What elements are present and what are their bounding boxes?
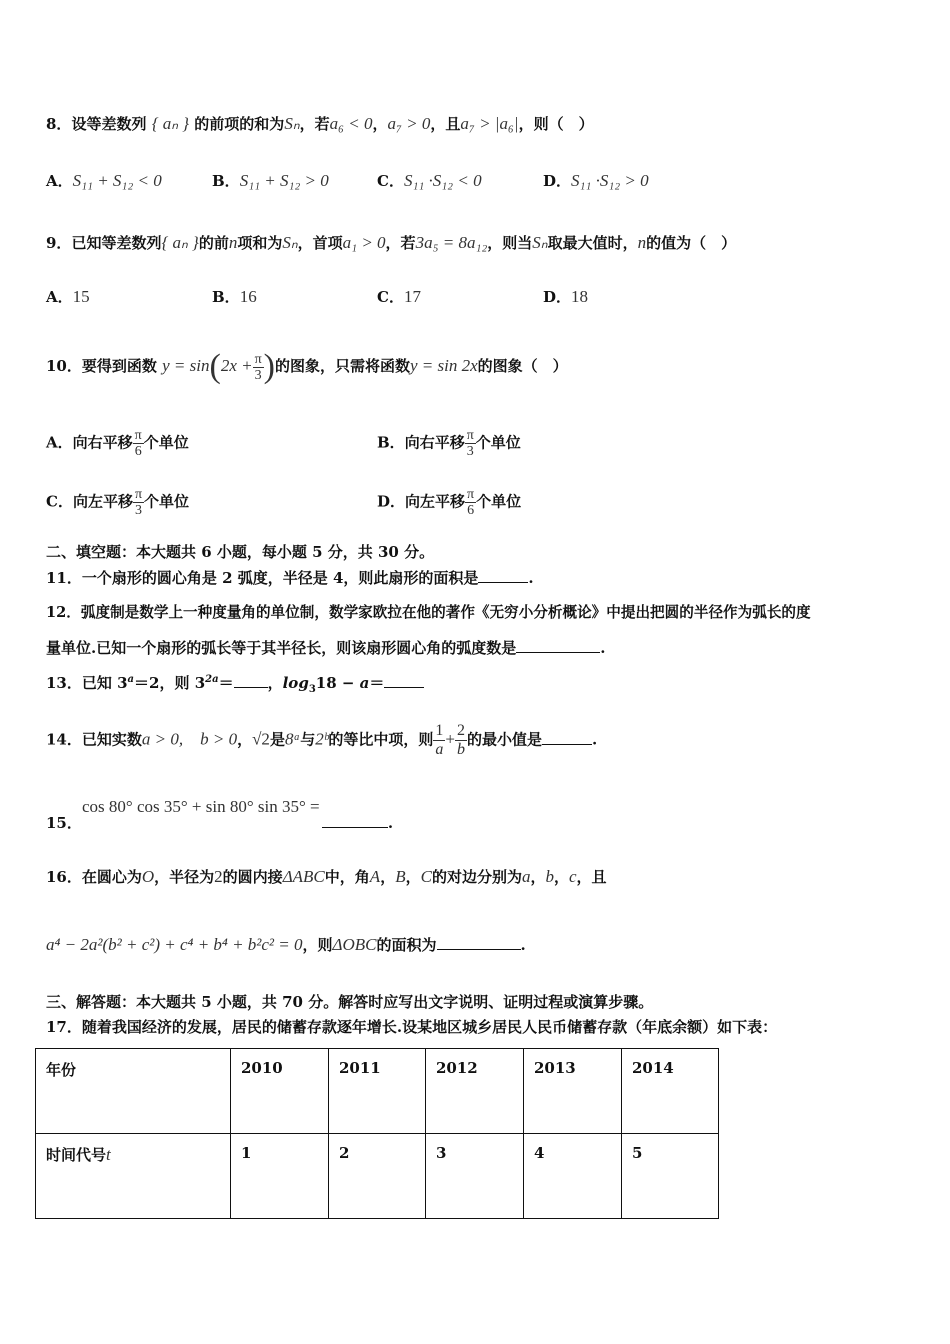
section-2-heading: 二、填空题：本大题共 6 小题，每小题 5 分，共 30 分。 xyxy=(46,543,435,561)
q9-option-d: D．18 xyxy=(543,287,589,306)
question-14: 14．已知实数a > 0, b > 0，√2是8ᵃ与2ᵇ的等比中项，则 $\frac{1}{a}$ + $\frac{2}{b}$ 的最小值是 . xyxy=(46,722,598,758)
question-13: 13．已知 $3^a=2$，则 $3^{2a}=$ ，$\log_318 - a=$ xyxy=(46,672,424,695)
savings-table xyxy=(35,1048,719,1219)
question-12-line2: 量单位.已知一个扇形的弧长等于其半径长，则该扇形圆心角的弧度数是 . xyxy=(46,639,606,657)
sequence-an: { aₙ } xyxy=(151,114,190,133)
table-cell: 2011 xyxy=(329,1049,426,1134)
fraction-pi-3: $\frac{\pi}{3}$ xyxy=(254,351,262,383)
table-cell: 3 xyxy=(426,1134,524,1219)
table-row xyxy=(36,1049,719,1134)
question-16-equation: a⁴ − 2a²(b² + c²) + c⁴ + b⁴ + b²c² = 0，则ΔOBC的面积为 . xyxy=(46,935,526,954)
table-cell: 2012 xyxy=(426,1049,524,1134)
table-cell: 2014 xyxy=(622,1049,719,1134)
table-cell: 2013 xyxy=(524,1049,622,1134)
table-cell: 年份 xyxy=(36,1049,231,1134)
table-cell: 2010 xyxy=(231,1049,329,1134)
table-cell: 4 xyxy=(524,1134,622,1219)
table-cell: 5 xyxy=(622,1134,719,1219)
table-row xyxy=(36,1134,719,1219)
question-15: 15． . xyxy=(46,814,394,832)
q9-option-a: A．15 xyxy=(46,287,90,306)
q10-option-d: D．向左平移 $\frac{\pi}{6}$ 个单位 xyxy=(377,487,522,518)
question-17: 17．随着我国经济的发展，居民的储蓄存款逐年增长.设某地区城乡居民人民币储蓄存款（年底余额）如下表： xyxy=(46,1018,778,1036)
table-cell: 2 xyxy=(329,1134,426,1219)
question-16: 16．在圆心为O，半径为2的圆内接ΔABC中，角A，B，C的对边分别为a，b，c，且 xyxy=(46,867,607,886)
question-11: 11．一个扇形的圆心角是 2 弧度，半径是 4，则此扇形的面积是 . xyxy=(46,569,534,587)
question-15-expr: cos 80° cos 35° + sin 80° sin 35° = xyxy=(82,797,320,816)
q10-option-a: A．向右平移 $\frac{\pi}{6}$ 个单位 xyxy=(46,428,189,459)
q8-option-a: A．S₁₁ + S₁₂ < 0 xyxy=(46,171,162,190)
question-12-line1: 12．弧度制是数学上一种度量角的单位制，数学家欧拉在他的著作《无穷小分析概论》中提出把圆的半径作为弧长的度 xyxy=(46,604,811,621)
q9-option-b: B．16 xyxy=(212,287,257,306)
question-8: 8．设等差数列 { aₙ } 的前项的和为Sₙ，若a₆ < 0，a₇ > 0，且a₇ > |a₆|，则（ ） xyxy=(46,114,594,133)
q10-option-c: C．向左平移 $\frac{\pi}{3}$ 个单位 xyxy=(46,487,190,518)
section-3-heading: 三、解答题：本大题共 5 小题，共 70 分。解答时应写出文字说明、证明过程或演算步骤。 xyxy=(46,993,654,1011)
q8-option-d: D．S₁₁ ·S₁₂ > 0 xyxy=(543,171,649,190)
q8-option-b: B．S₁₁ + S₁₂ > 0 xyxy=(212,171,329,190)
q9-option-c: C．17 xyxy=(377,287,421,306)
table-cell: 1 xyxy=(231,1134,329,1219)
q10-option-b: B．向右平移 $\frac{\pi}{3}$ 个单位 xyxy=(377,428,521,459)
question-10: 10．要得到函数 y = sin(2x + $\frac{\pi}{3}$ )的图象，只需将函数y = sin 2x的图象（ ） xyxy=(46,348,568,385)
table-cell: 时间代号t xyxy=(36,1134,231,1219)
question-9: 9．已知等差数列{ aₙ }的前n项和为Sₙ，首项a₁ > 0，若3a₅ = 8a₁₂，则当Sₙ取最大值时，n的值为（ ） xyxy=(46,233,737,252)
q8-option-c: C．S₁₁ ·S₁₂ < 0 xyxy=(377,171,482,190)
